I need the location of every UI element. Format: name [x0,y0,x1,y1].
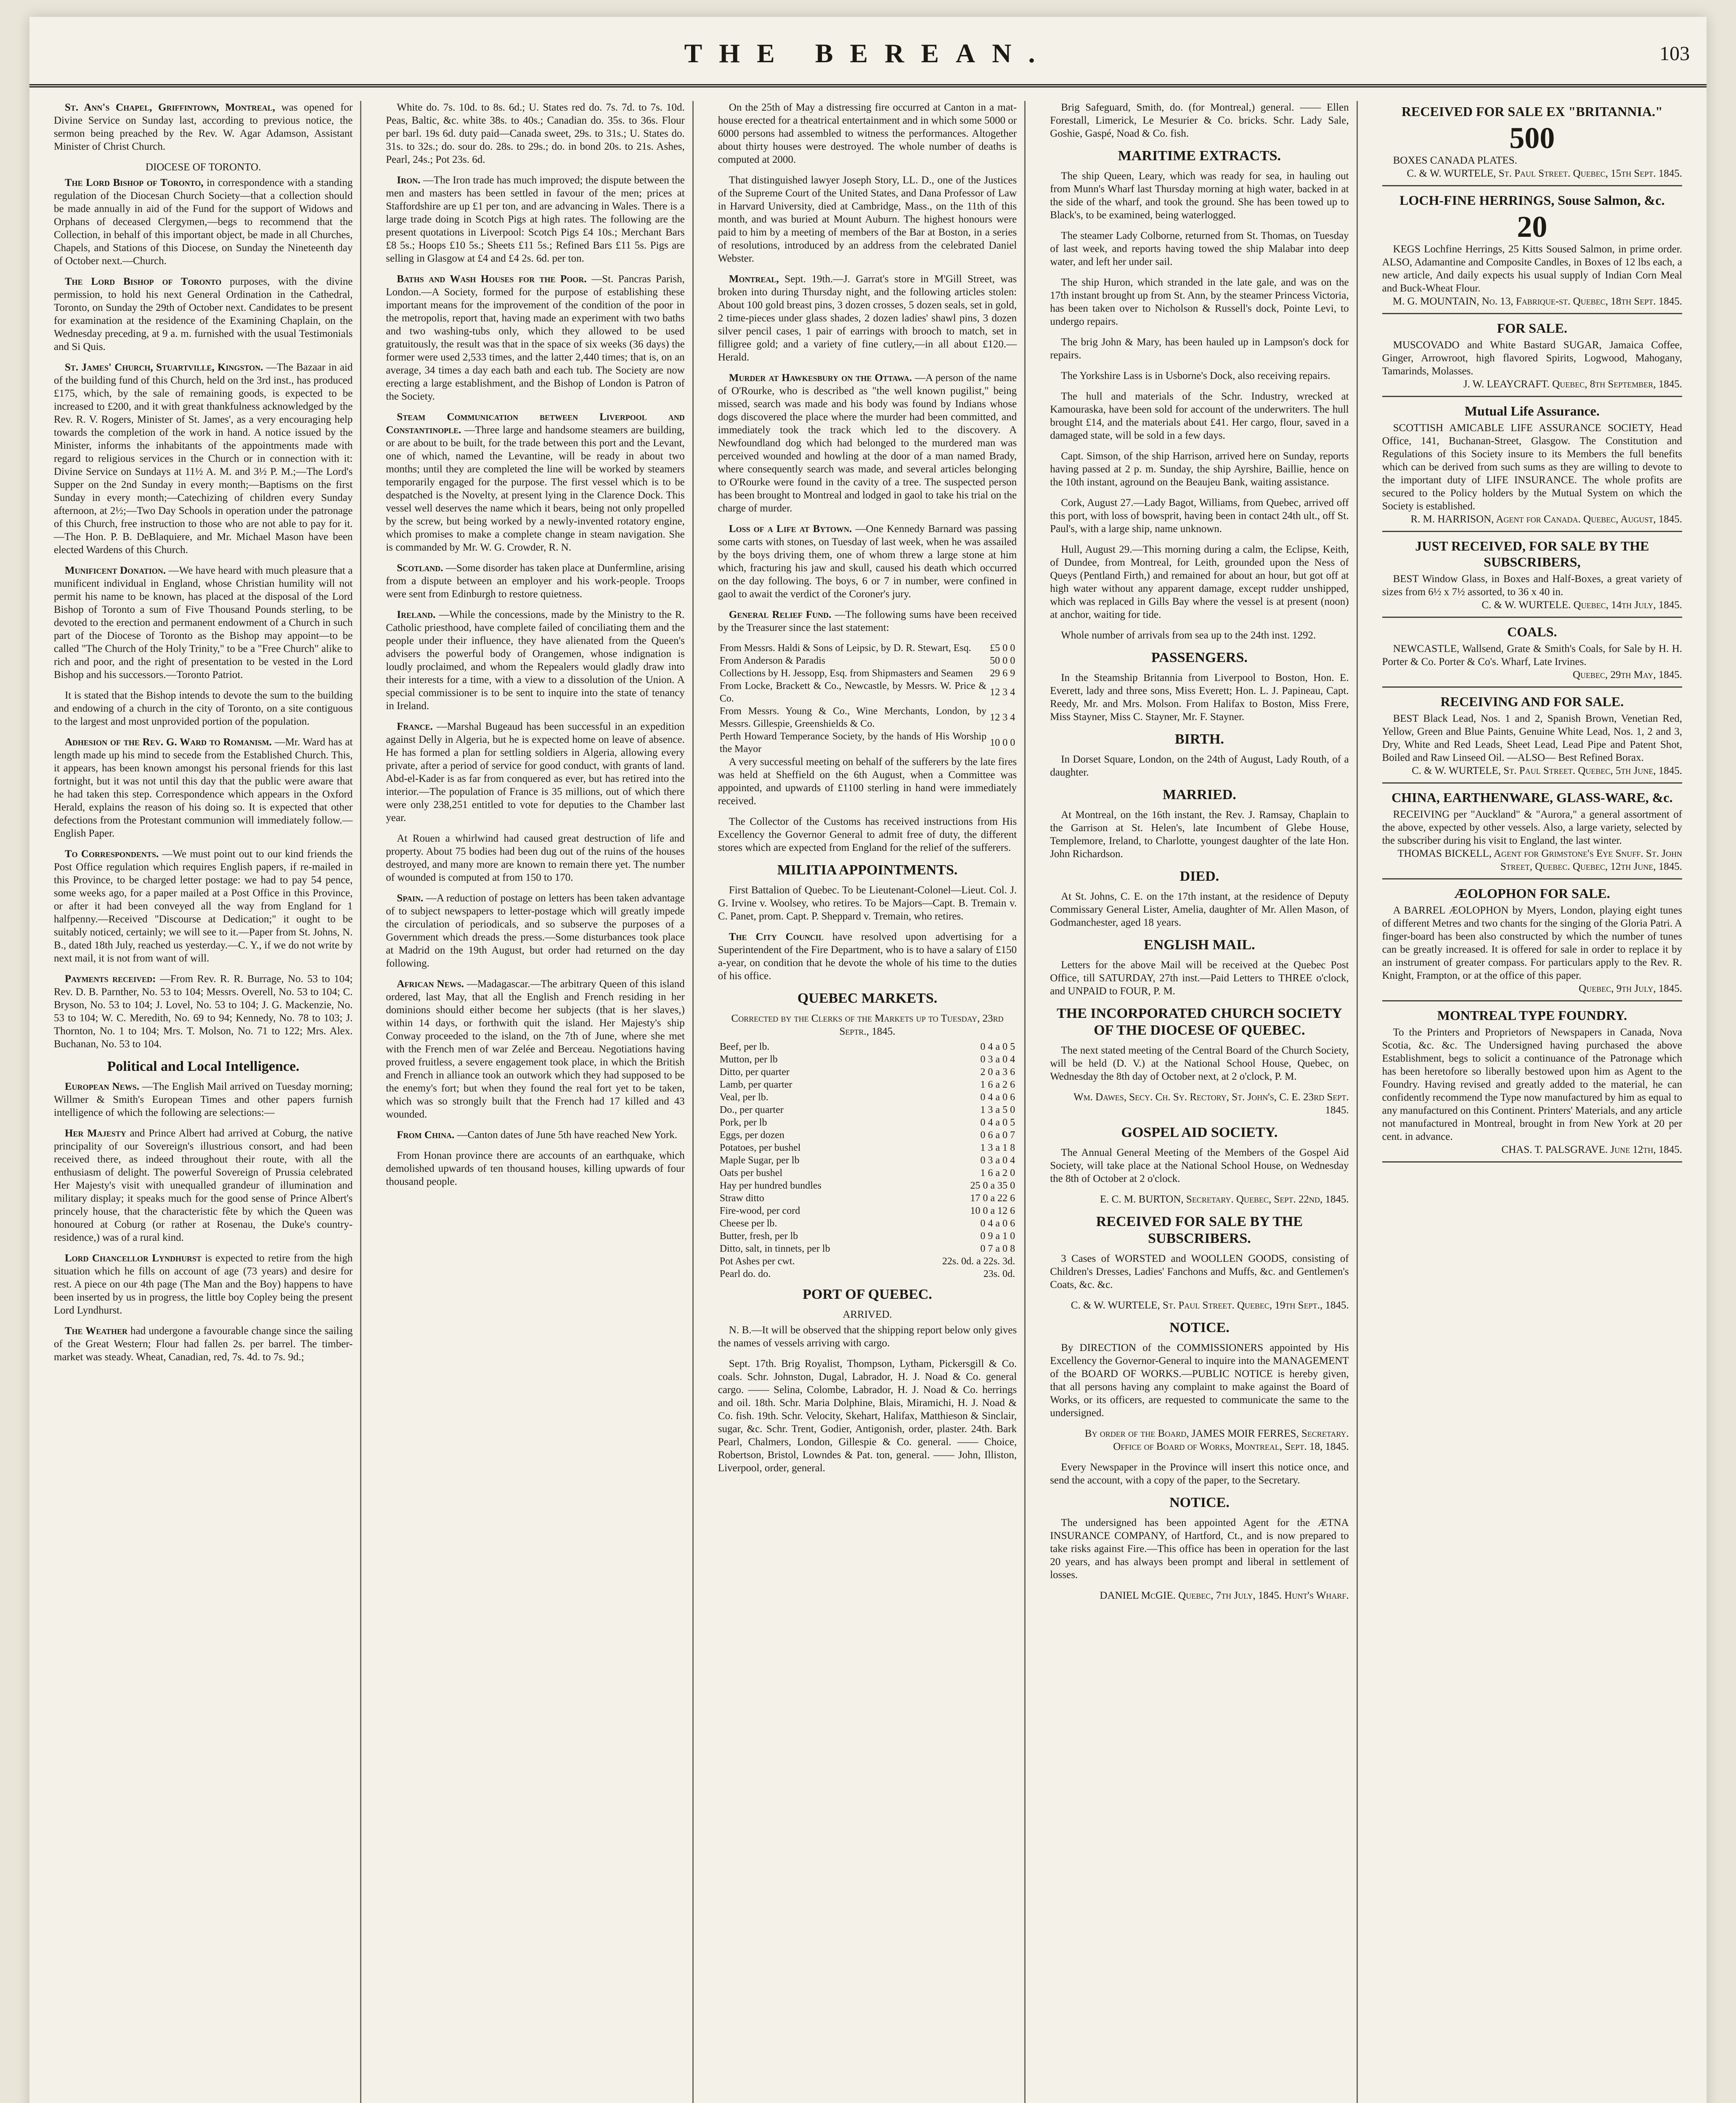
advertisement-title: MONTREAL TYPE FOUNDRY. [1437,1008,1627,1023]
article-text: —St. Pancras Parish, London.—A Society, formed for the purpose of establishing these important means for the improvement of the condition of the poor in the metropolis, report that, having made an experiment with two baths and two washing-tubs only, which they allowed to be used gratuitously, the result was that in the space of six weeks (36 days) the former were used 2,533 times, and the latter 2,440 times; that is, on an average, 34 times a day each bath and each tub. The Society are now erecting a large establishment, and the Bishop of London is Patron of the Society. [386,273,685,402]
advertisement [1382,789,1682,879]
row-value: 1 3 a 1 8 [980,1142,1015,1153]
article-text: On the 25th of May a distressing fire occurred at Canton in a mat-house erected for a theatrical entertainment and in which some 5000 or 6000 persons had assembled to witness the performances. Altogether about thirty houses were destroyed. The whole number of deaths is computed at 2000. [718,102,1017,165]
row-label: Eggs, per dozen [719,1130,785,1141]
article-text: First Battalion of Quebec. To be Lieutenant-Colonel—Lieut. Col. J. G. Irvine v. Woolsey, who retires. To be Majors—Capt. B. Tremain v. C. Panet, prom. Capt. P. Sheppard v. Tremain, who retires. [718,885,1017,922]
article-text: Every Newspaper in the Province will insert this notice once, and send the account, with a copy of the paper, to the Secretary. [1050,1462,1349,1486]
row-value: 0 7 a 0 8 [980,1243,1015,1254]
row-value: 22s. 0d. a 22s. 3d. [942,1256,1015,1267]
advertisement-title: RECEIVED FOR SALE EX "BRITANNIA." [1401,104,1663,119]
table-row [718,1205,1017,1217]
article-text: —Mr. Ward has at length made up his mind to secede from the Established Church. This, it appears, has been known amongst his personal friends for this last fortnight, but it was not until this day that the public were aware that he had taken this step. Correspondence which appears in the Oxford Herald, explains the reason of his doing so. It is expected that other defections from the Protestant communion will immediately follow.—English Paper. [54,736,353,839]
article-paragraph [1050,959,1349,998]
section-heading: MARRIED. [1163,787,1236,803]
article-text: —Canton dates of June 5th have reached New York. [457,1129,677,1141]
newspaper-page [29,17,1707,2103]
row-value: 0 4 a 0 5 [980,1117,1015,1128]
article-text: —The English Mail arrived on Tuesday morning; Willmer & Smith's European Times and other papers furnish intelligence of which the following are selections:— [54,1081,353,1118]
article-text: —Marshal Bugeaud has been successful in an expedition against Delly in Algeria, but he is expected home on leave of absence. He has formed a plan for settling soldiers in Algeria, allowing every private, after a period of service for good conduct, with grants of land. Abd-el-Kader is as far from conquered as ever, but has retired into the interior.—The population of France is 35 millions, out of which there were only 238,251 entitled to vote for deputies to the Chamber last year. [386,721,685,824]
table-row [718,1142,1017,1154]
article-paragraph [1050,229,1349,268]
signature-line: Wm. Dawes, Secy. Ch. Sy. Rectory, St. John's, C. E. 23rd Sept. 1845. [1073,1091,1349,1116]
article-text: Sept. 17th. Brig Royalist, Thompson, Lytham, Pickersgill & Co. coals. Schr. Johnston, Dugal, Labrador, H. J. Noad & Co. general cargo. —— Selina, Colombe, Labrador, H. J. Noad & Co. herrings and oil. 18th. Schr. Maria Dolphine, Blais, Miramichi, H. J. Noad & Co. fish. 19th. Schr. Velocity, Skehart, Halifax, Matthieson & Sinclair, sugar, &c. Schr. Trent, Godier, Antigonish, order, plaster. 24th. Bark Pearl, Chalmers, London, Gillespie & Co. general. —— Choice, Robertson, Bristol, Lowndes & Pat. ton, general. —— John, Illiston, Liverpool, order, general. [718,1358,1017,1474]
advertisement-title: LOCH-FINE HERRINGS, Souse Salmon, &c. [1399,193,1665,208]
article-paragraph [386,273,684,403]
article-paragraph [718,755,1017,808]
article-paragraph [1050,369,1349,382]
row-label: Butter, fresh, per lb [719,1231,798,1242]
table-row [718,1217,1017,1230]
row-value: 25 0 a 35 0 [970,1180,1015,1191]
article-text: At St. Johns, C. E. on the 17th instant, at the residence of Deputy Commissary General Lister, Amelia, daughter of Mr. Allen Mason, of Godmanchester, aged 18 years. [1050,891,1349,928]
article-lead: Iron. [397,175,421,186]
article-text: —A person of the name of O'Rourke, who is described as "the well known pugilist," being missed, search was made and his body was found by Indians whose dogs discovered the place where the murder had been committed, and immediately took the track which led to the discovery. A Newfoundland dog which had belonged to the murdered man was perceived wounded and howling at the door of a man named Brady, where consequently search was made, and several articles belonging to O'Rourke were found in the cavity of a tree. The suspected person has been brought to Montreal and lodged in gaol to take his trial on the charge of murder. [718,372,1017,514]
advertisement-quantity: 500 [1509,121,1555,155]
article-lead: Montreal, [729,273,779,285]
article-paragraph [1050,336,1349,362]
advertisement-body: KEGS Lochfine Herrings, 25 Kitts Soused Salmon, in prime order. ALSO, Adamantine and Composite Candles, in Boxes of 12 lbs each, a new article, And daily expects his usual supply of Indian Corn Meal and Buck-Wheat Flour. [1382,244,1682,294]
article-text: In Dorset Square, London, on the 24th of August, Lady Routh, of a daughter. [1050,754,1349,778]
row-label: Collections by H. Jessopp, Esq. from Shipmasters and Seamen [719,668,973,679]
advertisement [1382,320,1682,397]
column-3 [710,101,1026,2103]
section-heading: THE INCORPORATED CHURCH SOCIETY OF THE DIOCESE OF QUEBEC. [1057,1006,1342,1038]
article-paragraph [1050,1146,1349,1185]
article-paragraph [718,1357,1017,1475]
article-paragraph [54,1252,353,1317]
article-paragraph [1050,629,1349,642]
row-label: Do., per quarter [719,1104,784,1115]
article-paragraph [1050,1341,1349,1420]
row-value: 0 4 a 0 6 [980,1218,1015,1229]
row-value: 1 6 a 2 0 [980,1168,1015,1179]
advertisement [1382,885,1682,1001]
article-lead: St. James' Church, Stuartville, Kingston. [65,362,263,373]
row-label: Pork, per lb [719,1117,767,1128]
article-paragraph [718,273,1017,364]
advertisement-body: NEWCASTLE, Wallsend, Grate & Smith's Coals, for Sale by H. H. Porter & Co. Porter & Co's. Wharf, Late Irvines. [1382,643,1682,667]
article-paragraph [1050,170,1349,222]
advertisement [1382,538,1682,618]
section-heading: MARITIME EXTRACTS. [1118,148,1281,164]
article-paragraph [1050,390,1349,442]
page-number: 103 [1659,42,1690,65]
article-text: —Some disorder has taken place at Dunfermline, arising from a dispute between an employer and his work-people. Troops were sent from Edinburgh to restore quietness. [386,562,685,600]
table-row [718,1104,1017,1116]
row-value: 50 0 0 [990,655,1015,666]
row-label: From Messrs. Young & Co., Wine Merchants, London, by Messrs. Gillespie, Greenshields & Co. [719,706,987,729]
row-value: 23s. 0d. [983,1269,1015,1279]
column-grid [46,101,1690,2103]
section-subheading: DIOCESE OF TORONTO. [146,162,261,173]
table-row [718,1154,1017,1167]
row-label: Ditto, salt, in tinnets, per lb [719,1243,830,1254]
article-lead: European News. [65,1081,140,1092]
section-heading: PASSENGERS. [1151,650,1248,665]
article-text: At Rouen a whirlwind had caused great destruction of life and property. About 75 bodies had been dug out of the ruins of the houses destroyed, and many more are known to remain there yet. The number of wounded is computed at from 150 to 170. [386,833,685,883]
advertisement [1382,1007,1682,1163]
section-heading: PORT OF QUEBEC. [803,1287,932,1302]
article-text: and Prince Albert had arrived at Coburg, the native principality of our Sovereign's illustrious consort, and had been received there, as indeed throughout their route, with all the enthusiasm of delight. The powerful Sovereign of Prussia celebrated Her Majesty's visit with unequalled grandeur of illumination and military display; it speaks much for the good sense of Prince Albert's princely house, that the characteristic fête by which the Queen was honoured at Coburg (or rather at Rosenau, the Duke's country-residence,) was of a rural kind. [54,1128,353,1243]
article-paragraph [386,892,684,970]
article-paragraph [1050,1044,1349,1083]
article-paragraph [386,411,684,554]
row-value: 10 0 0 [990,737,1015,748]
article-paragraph [1050,1461,1349,1487]
row-label: Maple Sugar, per lb [719,1155,800,1166]
article-paragraph [718,608,1017,634]
article-paragraph [386,720,684,824]
row-label: From Anderson & Paradis [719,655,826,666]
article-text: had undergone a favourable change since the sailing of the Great Western; Flour had fallen 2s. per barrel. The timber-market was steady. Wheat, Canadian, red, 7s. 4d. to 7s. 9d.; [54,1325,353,1363]
article-text: Cork, August 27.—Lady Bagot, Williams, from Quebec, arrived off this port, with loss of bowsprit, having been in contact 24th ult., off St. Paul's, with a large ship, name unknown. [1050,497,1349,535]
article-paragraph [54,972,353,1051]
article-paragraph [718,1324,1017,1350]
article-text: A very successful meeting on behalf of the sufferers by the late fires was held at Sheffield on the 6th August, when a Committee was appointed, and upwards of £1100 sterling in hand were immediately received. [718,756,1017,807]
section-heading: QUEBEC MARKETS. [797,991,938,1006]
article-text: The Collector of the Customs has received instructions from His Excellency the Governor General to admit free of duty, the different stores which are expected from England for the relief of the sufferers. [718,816,1017,853]
row-label: Hay per hundred bundles [719,1180,822,1191]
article-lead: Scotland. [397,562,443,574]
article-text: The ship Huron, which stranded in the late gale, and was on the 17th instant brought up from St. Ann, by the steamer Princess Victoria, has been taken over to Nicholson & Russell's dock, Pointe Levi, to undergo repairs. [1050,277,1349,327]
article-lead: Baths and Wash Houses for the Poor. [397,273,587,285]
row-value: £5 0 0 [990,643,1015,654]
advertisement-signature: M. G. MOUNTAIN, No. 13, Fabrique-st. Quebec, 18th Sept. 1845. [1392,296,1682,307]
row-label: Ditto, per quarter [719,1067,790,1078]
advertisement-title: ÆOLOPHON FOR SALE. [1454,886,1610,901]
article-lead: Lord Chancellor Lyndhurst [65,1253,202,1264]
article-text: The hull and materials of the Schr. Industry, wrecked at Kamouraska, have been sold for account of the underwriters. The hull brought £14, and the materials about £41. Her cargo, flour, saved in a damaged state, will be sold in a few days. [1050,391,1349,441]
table-row [718,642,1017,654]
article-text: It is stated that the Bishop intends to devote the sum to the building and endowing of a church in the city of Toronto, on a site contiguous to the largest and most unprovided portion of the population. [54,690,353,727]
article-lead: Payments received: [65,973,156,985]
section-heading: RECEIVED FOR SALE BY THE SUBSCRIBERS. [1096,1214,1303,1246]
article-lead: To Correspondents. [65,848,159,860]
section-heading: GOSPEL AID SOCIETY. [1121,1125,1278,1140]
market-price-table [718,1041,1017,1280]
advertisement-body: RECEIVING per "Auckland" & "Aurora," a general assortment of the above, expected by other vessels. Also, a large variety, selected by the subscriber during his visit to England, the last winter. [1382,809,1682,846]
article-paragraph [54,176,353,268]
advertisement [1382,624,1682,688]
article-text: Sept. 19th.—J. Garrat's store in M'Gill Street, was broken into during Thursday night, and the following articles stolen: About 100 gold breast pins, 3 dozen crosses, 5 dozen seals, set in gold, 2 time-pieces under glass shades, 2 dozen ladies' shawl pins, 3 dozen silver pencil cases, 1 pair of earrings with brooch to match, set in filligree gold; and a variety of fine cutlery,—in all about £120.—Herald. [718,273,1017,363]
article-paragraph [54,1080,353,1119]
row-value: 10 0 a 12 6 [970,1205,1015,1216]
table-row [718,1116,1017,1129]
article-text: Hull, August 29.—This morning during a calm, the Eclipse, Keith, of Dundee, from Montreal, for Leith, grounded upon the Ness of Queys (Pentland Firth,) and remained for about an hour, but got off at high water without any apparent damage, except rudder unshipped, which was replaced in Gills Bay where the vessel is at present (noon) at anchor, waiting for tide. [1050,544,1349,620]
article-paragraph [386,977,684,1121]
article-lead: From China. [397,1129,455,1141]
article-text: is expected to retire from the high situation which he fills on account of age (73 years) and desire for rest. A piece on our 4th page (The Man and the Boy) happens to have been inserted by us in progress, the little boy Copley being the present Lord Lyndhurst. [54,1253,353,1316]
table-row [718,1078,1017,1091]
row-label: Perth Howard Temperance Society, by the hands of His Worship the Mayor [719,731,987,755]
section-heading: BIRTH. [1174,731,1224,747]
article-text: —We must point out to our kind friends the Post Office regulation which requires English papers, if re-mailed in this Province, to be charged letter postage: we had to pay 54 pence, some weeks ago, for a paper mailed at a Post Office in this Province, or after it had been conveyed all the way from England for 1 halfpenny.—Received "Discourse at Dedication;" it ought to be suitably noticed, certainly; we will see to it.—Paper from St. Johns, N. B., dated 18th July, reached us yesterday.—C. Y., if we do not write by next mail, it is not from want of will. [54,848,353,964]
advertisement-body: BOXES CANADA PLATES. [1393,155,1517,166]
article-paragraph [54,1127,353,1244]
article-text: That distinguished lawyer Joseph Story, LL. D., one of the Justices of the Supreme Court of the United States, and Dana Professor of Law in Harvard University, died at Cambridge, Mass., on the 11th of this month, and was buried at Mount Auburn. The highest honours were paid to him by a meeting of members of the Bar at Boston, in a series of resolutions, introduced by an address from the celebrated Daniel Webster. [718,175,1017,264]
article-paragraph [718,371,1017,515]
advertisement-body: SCOTTISH AMICABLE LIFE ASSURANCE SOCIETY, Head Office, 141, Buchanan-Street, Glasgow. The Constitution and Regulations of this Society insure to its Members the full benefits which can be derived from such sums as they are willing to devote to the important duty of LIFE INSURANCE. The whole profits are secured to the Policy holders by the Mutual System on which the Society is established. [1382,422,1682,512]
signature-line: DANIEL McGIE. Quebec, 7th July, 1845. Hunt's Wharf. [1100,1590,1349,1601]
article-paragraph [1050,496,1349,535]
article-text: —We have heard with much pleasure that a munificent individual in England, whose Christian humility will not permit his name to be known, has placed at the disposal of the Lord Bishop of Toronto a sum of Five Thousand Pounds sterling, to be devoted to the erection and permanent endowment of a Church in such part of the Diocese of Toronto as the Bishop may appoint—to be called "The Church of the Holy Trinity," to be a "Free Church" alike to rich and poor, and the right of presentation to be vested in the Lord Bishop and his successors.—Toronto Patriot. [54,565,353,681]
article-lead: General Relief Fund. [729,609,832,620]
signature-line: By order of the Board, JAMES MOIR FERRES, Secretary. Office of Board of Works, Montreal, Sept. 18, 1845. [1084,1428,1349,1452]
advertisement-signature: THOMAS BICKELL, Agent for Grimstone's Eye Snuff. St. John Street, Quebec. Quebec, 12th June, 1845. [1397,848,1682,872]
section-heading: ENGLISH MAIL. [1144,937,1255,953]
article-paragraph [54,564,353,681]
article-paragraph [1050,890,1349,929]
article-text: —From Rev. R. R. Burrage, No. 53 to 104; Rev. D. B. Parnther, No. 53 to 104; Messrs. Overell, No. 53 to 104; C. Bryson, No. 53 to 104; J. Lovel, No. 53 to 104; J. G. Mackenzie, No. 53 to 104; W. C. Meredith, No. 69 to 94; Kennedy, No. 78 to 103; J. Thornton, No. 1 to 104; Mrs. T. Molson, No. 71 to 122; Mrs. Alex. Buchanan, No. 53 to 104. [54,973,353,1050]
article-lead: France. [397,721,433,732]
advertisement-signature: Quebec, 9th July, 1845. [1579,983,1682,994]
article-text: The ship Queen, Leary, which was ready for sea, in hauling out from Munn's Wharf last Thursday morning at high water, backed in at the side of the wharf, and took the ground. She has been towed up to Black's, to be examined, being waterlogged. [1050,170,1349,221]
article-text: —The Bazaar in aid of the building fund of this Church, held on the 3rd inst., has produced £175, which, by the sale of remaining goods, is expected to be increased to £200, and it with great thankfulness acknowledged by the Rev. R. V. Rogers, Minister of St. James', as a very encouraging help towards the completion of the work in hand. A notice issued by the Minister, informs the inhabitants of the appointments made with regard to religious services in the Church or in connection with it: Divine Service on Sundays at 11½ A. M. and 3½ P. M.;—The Lord's Supper on the 2nd Sunday in every month;—Baptisms on the first Sunday in every month;—Catechizing of children every Sunday afternoon, at 2½;—Two Day Schools in operation under the patronage of this Church, free instruction to those who are not able to pay for it.—The Hon. P. B. DeBlaquiere, and Mr. Michael Mason have been elected Wardens of this Church. [54,362,353,556]
article-text: The Annual General Meeting of the Members of the Gospel Aid Society, will take place at the National School House, on Wednesday the 8th of October at 2 o'clock. [1050,1147,1349,1184]
section-subheading: Corrected by the Clerks of the Markets up to Tuesday, 23rd Septr., 1845. [731,1013,1004,1037]
section-heading: NOTICE. [1169,1495,1230,1510]
article-paragraph [54,1324,353,1364]
row-value: 0 3 a 0 4 [980,1054,1015,1065]
article-text: The next stated meeting of the Central Board of the Church Society, will be held (D. V.) at the National School House, Quebec, on Wednesday the 8th day of October next, at 2 o'clock, P. M. [1050,1045,1349,1082]
signature-line: C. & W. WURTELE, St. Paul Street. Quebec, 19th Sept., 1845. [1071,1300,1349,1311]
article-lead: Loss of a Life at Bytown. [729,523,852,535]
article-text: in correspondence with a standing regulation of the Diocesan Church Society—that a collection should be made annually in aid of the Fund for the support of Widows and Orphans of deceased Clergymen,—begs to recommend that the Collection, in behalf of this important object, be made in all Churches, Chapels, and Stations of this Diocese, on Sunday the Nineteenth day of October next.—Church. [54,177,353,267]
article-paragraph [386,101,684,166]
advertisement-title: JUST RECEIVED, FOR SALE BY THE SUBSCRIBERS, [1415,538,1649,569]
article-paragraph [54,101,353,153]
relief-fund-table [718,642,1017,755]
row-value: 0 3 a 0 4 [980,1155,1015,1166]
table-row [718,1179,1017,1192]
article-text: have resolved upon advertising for a Superintendent of the Fire Department, who is to have a salary of £150 a-year, on condition that he devote the whole of his time to the duties of his office. [718,931,1017,982]
article-lead: The Lord Bishop of Toronto, [65,177,204,188]
row-value: 1 3 a 5 0 [980,1104,1015,1115]
article-text: By DIRECTION of the COMMISSIONERS appointed by His Excellency the Governor-General to inquire into the MANAGEMENT of the BOARD OF WORKS.—PUBLIC NOTICE is hereby given, that all persons having any complaint to make against the Board of Works, or its officers, are requested to communicate the same to the undersigned. [1050,1342,1349,1419]
row-value: 0 6 a 0 7 [980,1130,1015,1141]
table-row [718,1041,1017,1053]
article-paragraph [1050,101,1349,140]
row-label: Oats per bushel [719,1168,783,1179]
article-text: —A reduction of postage on letters has been taken advantage of to subject newspapers to letter-postage which will greatly impede the circulation of periodicals, and so subserve the purposes of a Government which dreads the press.—Some disturbances took place at Madrid on the 19th August, but order had returned on the day following. [386,893,685,969]
table-row [718,1255,1017,1268]
article-text: N. B.—It will be observed that the shipping report below only gives the names of vessels arriving with cargo. [718,1324,1017,1349]
row-value: 2 0 a 3 6 [980,1067,1015,1078]
article-paragraph [54,275,353,353]
article-paragraph [718,930,1017,983]
article-lead: St. Ann's Chapel, Griffintown, Montreal, [65,102,276,113]
row-label: Cheese per lb. [719,1218,777,1229]
table-row [718,1091,1017,1104]
article-paragraph [386,174,684,265]
article-text: The undersigned has been appointed Agent for the ÆTNA INSURANCE COMPANY, of Hartford, Ct., and is now prepared to take risks against Fire.—This office has been in operation for the last 20 years, and has always been prompt and liberal in settlement of losses. [1050,1517,1349,1581]
article-text: From Honan province there are accounts of an earthquake, which demolished upwards of ten thousand houses, killing upwards of four thousand people. [386,1150,685,1187]
article-paragraph [386,608,684,712]
article-paragraph [718,522,1017,601]
advertisement [1382,192,1682,314]
section-subheading: ARRIVED. [843,1309,892,1320]
article-lead: Her Majesty [65,1128,126,1139]
row-label: Beef, per lb. [719,1041,770,1052]
advertisement-quantity: 20 [1517,210,1548,244]
advertisement [1382,403,1682,532]
article-text: purposes, with the divine permission, to hold his next General Ordination in the Cathedral, Toronto, on Sunday the 29th of October next. Candidates to be present for examination at the residence of the Examining Chaplain, on the Wednesday preceding, at 9 a. m. furnished with the usual Testimonials and Si Quis. [54,276,353,352]
article-lead: African News. [397,978,464,990]
advertisement-body: A BARREL ÆOLOPHON by Myers, London, playing eight tunes of different Metres and two chants for the singing of the Gloria Patri. A finger-board has been also constructed by which the number of tunes can be greatly increased. It is offered for sale in order to replace it by an instrument of greater compass. For particulars apply to the Rev. R. Knight, Frampton, or at the office of this paper. [1382,905,1682,981]
advertisement-signature: C. & W. WURTELE. Quebec, 14th July, 1845. [1482,599,1682,611]
article-text: The steamer Lady Colborne, returned from St. Thomas, on Tuesday of last week, and reports having towed the ship Malabar into deep water, and left her under sail. [1050,230,1349,268]
article-paragraph [54,361,353,556]
article-paragraph [1050,450,1349,489]
article-text: Capt. Simson, of the ship Harrison, arrived here on Sunday, reports having passed at 2 p. m. Sunday, the ship Ayrshire, Baillie, hence on the 10th instant, aground on the Beaujeu Bank, waiting assistance. [1050,450,1349,488]
advertisement-signature: J. W. LEAYCRAFT. Quebec, 8th September, 1845. [1463,379,1682,390]
article-lead: Ireland. [397,609,436,620]
article-lead: Steam Communication between Liverpool and Constantinople. [386,411,685,436]
table-row [718,1242,1017,1255]
row-value: 0 9 a 1 0 [980,1231,1015,1242]
table-row [718,1167,1017,1179]
advertisement-body: BEST Black Lead, Nos. 1 and 2, Spanish Brown, Venetian Red, Yellow, Green and Blue Paints, Genuine White Lead, Nos. 1, 2 and 3, Dry, White and Red Leads, Sheet Lead, Lead Pipe and Patent Shot, Boiled and Raw Linseed Oil. —ALSO— Best Refined Borax. [1382,713,1682,763]
article-paragraph [386,1128,684,1142]
row-label: From Locke, Brackett & Co., Newcastle, by Messrs. W. Price & Co. [719,681,987,704]
advertisement-signature: Quebec, 29th May, 1845. [1572,669,1682,681]
advertisement-signature: CHAS. T. PALSGRAVE. June 12th, 1845. [1501,1144,1682,1155]
article-paragraph [1050,543,1349,621]
article-paragraph [54,848,353,965]
table-row [718,1192,1017,1205]
advertisement-title: COALS. [1507,624,1557,639]
article-text: Letters for the above Mail will be received at the Quebec Post Office, till SATURDAY, 27th inst.—Paid Letters to THREE o'clock, and UNPAID to FOUR, P. M. [1050,959,1349,997]
row-value: 17 0 a 22 6 [970,1193,1015,1204]
article-paragraph [718,884,1017,923]
advertisement-body: BEST Window Glass, in Boxes and Half-Boxes, a great variety of sizes from 6½ x 7½ assorted, to 36 x 40 in. [1382,573,1682,598]
article-paragraph [1050,753,1349,779]
advertisement-body: MUSCOVADO and White Bastard SUGAR, Jamaica Coffee, Ginger, Arrowroot, high flavored Spirits, Logwood, Mahogany, Tamarinds, Molasses. [1382,339,1682,377]
table-row [718,1129,1017,1142]
article-lead: The Weather [65,1325,128,1337]
row-label: Fire-wood, per cord [719,1205,800,1216]
section-heading: MILITIA APPOINTMENTS. [777,862,958,878]
article-paragraph [54,736,353,840]
article-text: —Madagascar.—The arbitrary Queen of this island ordered, last May, that all the English and French residing in her dominions should either become her subjects (that is her slaves,) within 14 days, or forthwith quit the island. Her Majesty's ship Conway proceeded to the island, on the 7th of June, where she met with the French men of war Zelée and Berceau. Negotiations having proved fruitless, a severe engagement took place, in which the British and French in alliance took an outwork which they had supposed to be the enemy's fort; but when they found the real fort yet to be taken, which was so strongly built that the French had 17 killed and 43 wounded. [386,978,685,1120]
article-text: 3 Cases of WORSTED and WOOLLEN GOODS, consisting of Children's Dresses, Ladies' Fanchons and Muffs, &c. and Gentlemen's Coats, &c. &c. [1050,1253,1349,1290]
advertisement-signature: C. & W. WURTELE, St. Paul Street. Quebec, 15th Sept. 1845. [1407,168,1682,179]
article-paragraph [54,689,353,728]
article-text: —While the concessions, made by the Ministry to the R. Catholic priesthood, have complete failed of conciliating them and the people under their influence, they have alienated from the Queen's advisers the powerful body of Orangemen, whose indignation is loudly proclaimed, and whom the Repealers would gladly draw into their interests for a time, with a view to a dissolution of the Union. A special commissioner is to be sent to inquire into the state of tenancy in Ireland. [386,609,685,712]
article-text: The Yorkshire Lass is in Usborne's Dock, also receiving repairs. [1061,370,1330,381]
table-row [718,654,1017,667]
article-lead: The Lord Bishop of Toronto [65,276,222,287]
article-text: —The following sums have been received by the Treasurer since the last statement: [718,609,1017,633]
advertisement [1382,103,1682,186]
article-text: —One Kennedy Barnard was passing some carts with stones, on Tuesday of last week, when he was assailed by the boys driving them, one of whom threw a large stone at him which, fracturing his jaw and skull, caused his death which occurred on the day following. The boys, 6 or 7 in number, were confined in gaol to await the verdict of the Coroner's jury. [718,523,1017,600]
article-text: At Montreal, on the 16th instant, the Rev. J. Ramsay, Chaplain to the Garrison at St. Helen's, late Incumbent of Glebe House, Templemore, Ireland, to Charlotte, youngest daughter of the late Hon. John Richardson. [1050,809,1349,860]
advertisement-signature: C. & W. WURTELE, St. Paul Street. Quebec, 5th June, 1845. [1412,765,1682,776]
row-value: 29 6 9 [990,668,1015,679]
advertisement-body: To the Printers and Proprietors of Newspapers in Canada, Nova Scotia, &c. &c. The Undersigned having purchased the above Establishment, begs to solicit a continuance of the Patronage which has been heretofore so liberally bestowed upon him as Agent to the Foundry. Having revised and greatly added to the material, he can confidently recommend the Type now manufactured by him as equal to any manufactured on this Continent. Printers' Materials, and any article not manufactured in Montreal, brought in from New York at 20 per cent. in advance. [1382,1027,1682,1142]
row-value: 12 3 4 [990,712,1015,723]
row-label: Potatoes, per bushel [719,1142,801,1153]
signature-line: E. C. M. BURTON, Secretary. Quebec, Sept. 22nd, 1845. [1100,1194,1349,1205]
column-1 [46,101,361,2103]
article-paragraph [718,815,1017,854]
article-text: Brig Safeguard, Smith, do. (for Montreal,) general. —— Ellen Forestall, Limerick, Le Mesurier & Co. bricks. Schr. Lady Sale, Goshie, Gaspé, Noad & Co. fish. [1050,102,1349,139]
newspaper-title: THE BEREAN. [684,38,1052,68]
table-row [718,667,1017,680]
advertisement-title: Mutual Life Assurance. [1464,403,1600,418]
article-text: White do. 7s. 10d. to 8s. 6d.; U. States red do. 7s. 7d. to 7s. 10d. Peas, Baltic, &c. white 38s. to 40s.; Canadian do. 35s. to 36s. Flour per barl. 19s 6d. duty paid—Canada sweet, 29s. to 31s.; U. States do. 31s. to 32s.; do. sour do. 28s. to 29s.; do. in bond 20s. to 21s. Ashes, Pearl, 24s.; Pot 23s. 6d. [386,102,685,165]
row-value: 0 4 a 0 5 [980,1041,1015,1052]
article-text: Whole number of arrivals from sea up to the 24th inst. 1292. [1061,630,1316,641]
article-lead: Murder at Hawkesbury on the Ottawa. [729,372,912,384]
section-heading: Political and Local Intelligence. [107,1059,299,1074]
row-value: 1 6 a 2 6 [980,1079,1015,1090]
article-lead: Spain. [397,893,424,904]
table-row [718,705,1017,730]
row-label: Lamb, per quarter [719,1079,792,1090]
table-row [718,1230,1017,1242]
table-row [718,680,1017,705]
article-lead: Munificent Donation. [65,565,166,576]
row-label: Straw ditto [719,1193,764,1204]
row-value: 0 4 a 0 6 [980,1092,1015,1103]
article-paragraph [1050,1516,1349,1581]
advertisement-title: CHINA, EARTHENWARE, GLASS-WARE, &c. [1391,790,1673,805]
column-4 [1042,101,1357,2103]
row-label: From Messrs. Haldi & Sons of Leipsic, by D. R. Stewart, Esq. [719,643,971,654]
article-text: In the Steamship Britannia from Liverpool to Boston, Hon. E. Everett, lady and three sons, Miss Everett; Hon. L. J. Papineau, Capt. Reedy, Mr. and Mrs. Molson. From Halifax to Boston, Miss Frere, Miss Stayner, Miss C. Stayner, Mr. F. Stayner. [1050,672,1349,723]
section-heading: DIED. [1179,869,1219,884]
article-paragraph [718,174,1017,265]
article-paragraph [1050,671,1349,723]
advertisement [1382,694,1682,784]
article-text: was opened for Divine Service on Sunday last, according to previous notice, the sermon being preached by the Rev. W. Agar Adamson, Assistant Minister of Christ Church. [54,102,353,152]
article-lead: Adhesion of the Rev. G. Ward to Romanism. [65,736,272,748]
article-paragraph [1050,276,1349,328]
advertisement-signature: R. M. HARRISON, Agent for Canada. Quebec, August, 1845. [1410,514,1682,525]
table-row [718,730,1017,755]
column-5 [1375,101,1690,2103]
table-row [718,1053,1017,1066]
section-heading: NOTICE. [1169,1320,1230,1335]
row-label: Mutton, per lb [719,1054,778,1065]
article-paragraph [1050,808,1349,861]
table-row [718,1066,1017,1078]
article-paragraph [386,1149,684,1188]
masthead [29,34,1707,87]
advertisement-title: RECEIVING AND FOR SALE. [1440,694,1624,709]
article-text: —The Iron trade has much improved; the dispute between the men and masters has been settled in favour of the men; prices at Staffordshire are up £1 per ton, and are advancing in Wales. There is a large trade doing in Scotch Pigs at high rates. The following are the present quotations in Liverpool: Scotch Pigs £4 10s.; Merchant Bars £8 5s.; Hoops £10 5s.; Sheets £11 5s.; Refined Bars £11 5s. Pigs are selling in Glasgow at £4 and £4 2s. 6d. per ton. [386,175,685,264]
row-value: 12 3 4 [990,687,1015,698]
article-paragraph [1050,1252,1349,1291]
table-row [718,1268,1017,1280]
article-lead: The City Council [729,931,824,943]
row-label: Pot Ashes per cwt. [719,1256,795,1267]
article-text: The brig John & Mary, has been hauled up in Lampson's dock for repairs. [1050,336,1349,361]
article-text: —Three large and handsome steamers are building, or are about to be built, for the trade between this port and the Levant, one of which, named the Levantine, will be ready in about two months; until they are completed the line will be worked by steamers temporarily engaged for the purpose. The first vessel which is to be despatched is the Novelty, at present lying in the Clarence Dock. This vessel well deserves the name which it bears, being not only propelled by the screw, but being worked by a newly-invented rotatory engine, which promises to make a complete change in steam navigation. She is commanded by Mr. W. G. Crowder, R. N. [386,424,685,553]
row-label: Veal, per lb. [719,1092,769,1103]
article-paragraph [386,562,684,601]
advertisement-title: FOR SALE. [1497,320,1567,336]
row-label: Pearl do. do. [719,1269,771,1279]
article-paragraph [718,101,1017,166]
article-paragraph [386,832,684,884]
column-2 [378,101,693,2103]
